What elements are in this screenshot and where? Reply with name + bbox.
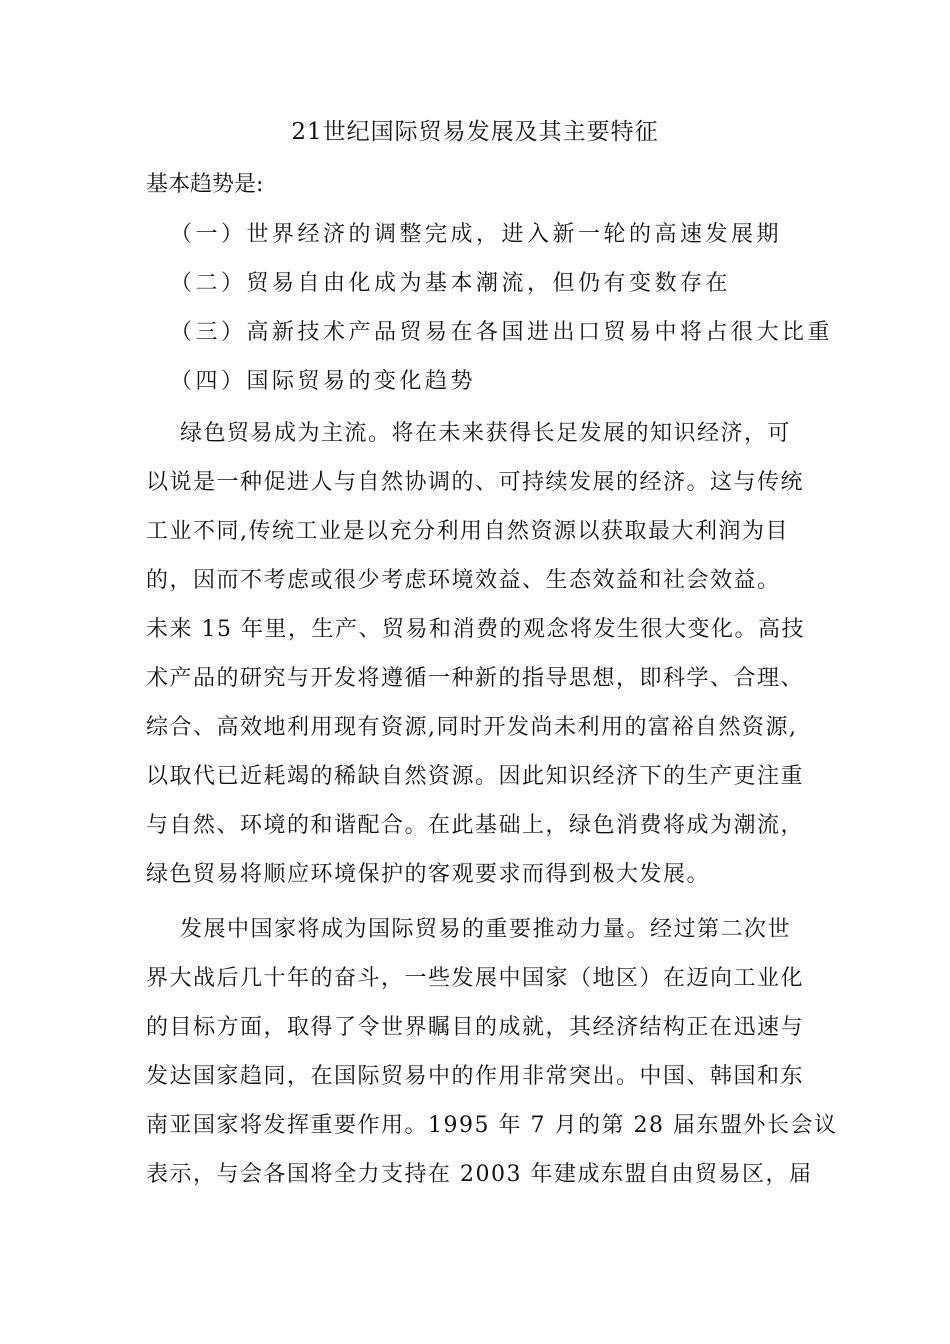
- paragraph1-line: 的，因而不考虑或很少考虑环境效益、生态效益和社会效益。: [146, 568, 781, 593]
- paragraph1-line: 以说是一种促进人与自然协调的、可持续发展的经济。这与传统: [146, 470, 805, 495]
- paragraph1-line: 术产品的研究与开发将遵循一种新的指导思想，即科学、合理、: [146, 666, 805, 691]
- paragraph1-line: 与自然、环境的和谐配合。在此基础上，绿色消费将成为潮流，: [146, 813, 805, 838]
- paragraph2-line: 界大战后几十年的奋斗，一些发展中国家（地区）在迈向工业化: [146, 966, 805, 991]
- paragraph1-line: 未来 15 年里，生产、贸易和消费的观念将发生很大变化。高技: [146, 617, 805, 642]
- paragraph2-line: 发达国家趋同，在国际贸易中的作用非常突出。中国、韩国和东: [146, 1064, 805, 1089]
- trend-item-1: （一）世界经济的调整完成，进入新一轮的高速发展期: [170, 222, 783, 247]
- trend-item-3: （三）高新技术产品贸易在各国进出口贸易中将占很大比重: [170, 320, 834, 345]
- trend-item-4: （四）国际贸易的变化趋势: [170, 369, 477, 394]
- paragraph2-line: 发展中国家将成为国际贸易的重要推动力量。经过第二次世: [180, 917, 792, 942]
- trend-item-2: （二）贸易自由化成为基本潮流，但仍有变数存在: [170, 271, 732, 296]
- document-title: 21世纪国际贸易发展及其主要特征: [291, 119, 659, 145]
- intro-text: 基本趋势是:: [146, 172, 264, 197]
- paragraph1-line: 综合、高效地利用现有资源,同时开发尚未利用的富裕自然资源,: [146, 715, 798, 740]
- paragraph1-line: 绿色贸易将顺应环境保护的客观要求而得到极大发展。: [146, 862, 711, 887]
- paragraph1-line: 绿色贸易成为主流。将在未来获得长足发展的知识经济，可: [180, 421, 792, 446]
- paragraph2-line: 南亚国家将发挥重要作用。1995 年 7 月的第 28 届东盟外长会议: [146, 1113, 838, 1138]
- paragraph2-line: 表示，与会各国将全力支持在 2003 年建成东盟自由贸易区，届: [146, 1162, 813, 1187]
- paragraph1-line: 工业不同,传统工业是以充分利用自然资源以获取最大利润为目: [146, 519, 789, 544]
- paragraph2-line: 的目标方面，取得了令世界瞩目的成就，其经济结构正在迅速与: [146, 1015, 805, 1040]
- paragraph1-line: 以取代已近耗竭的稀缺自然资源。因此知识经济下的生产更注重: [146, 764, 805, 789]
